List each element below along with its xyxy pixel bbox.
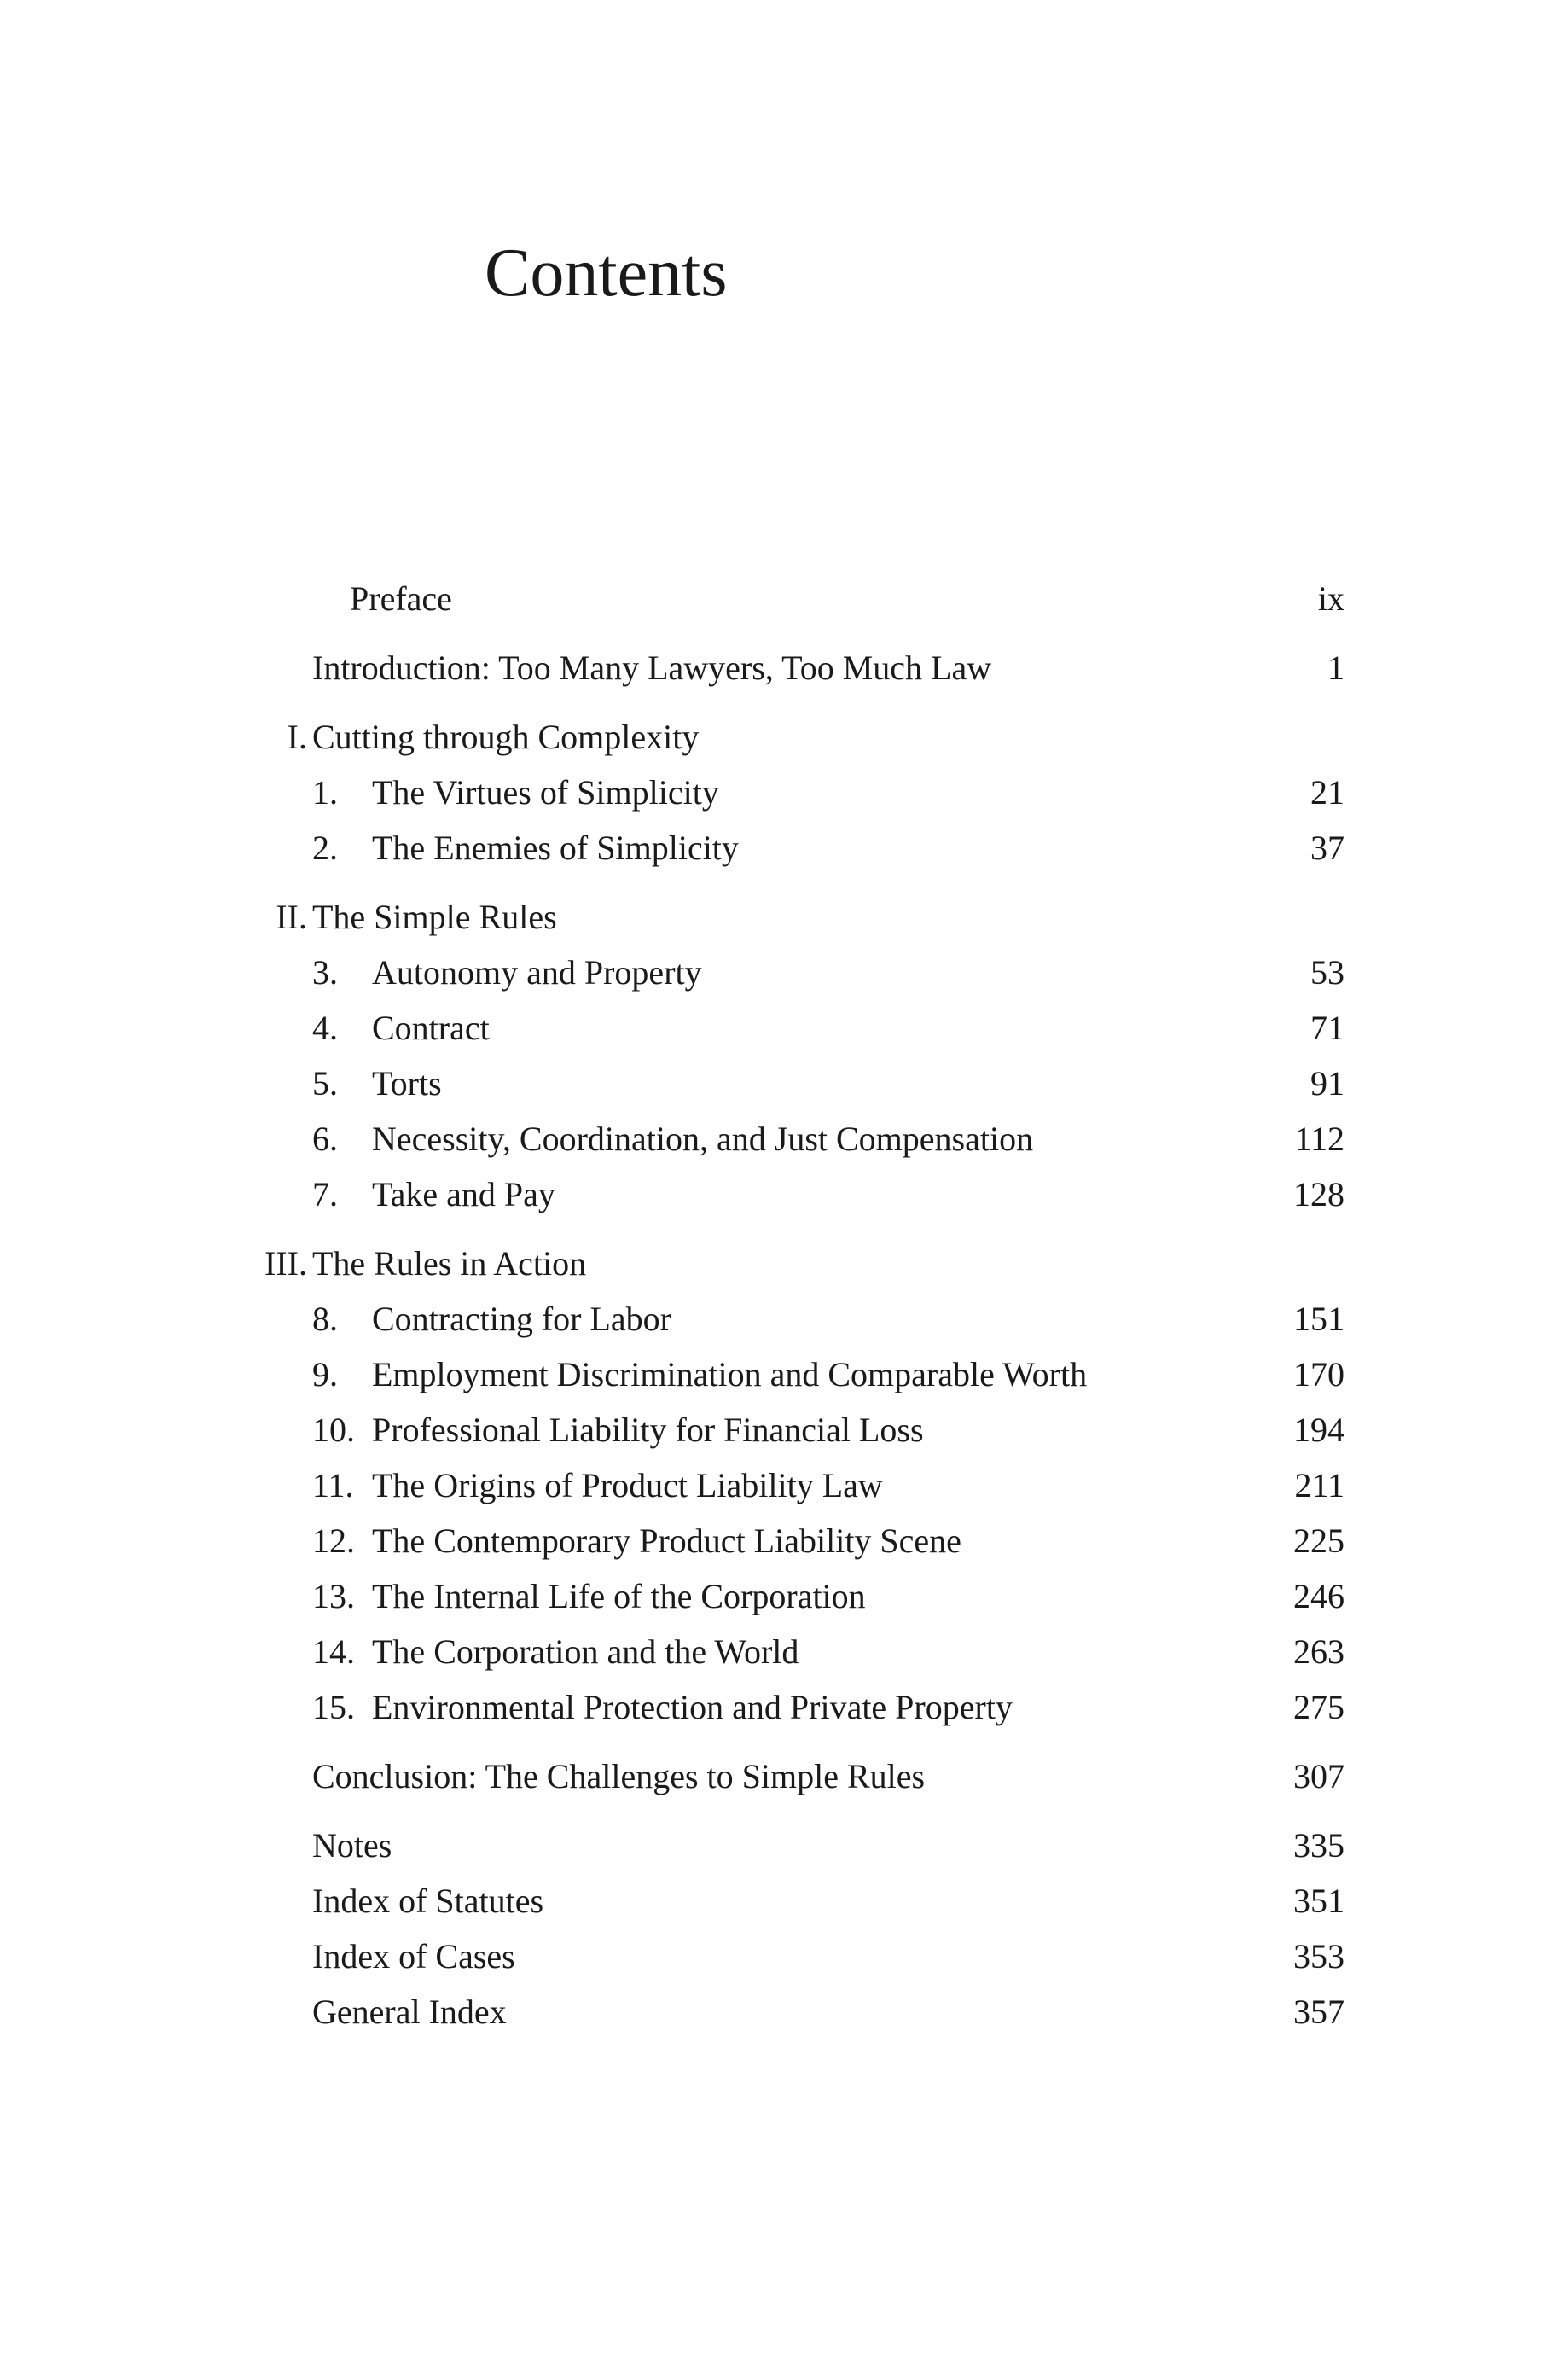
chapter-title: The Corporation and the World [372, 1632, 799, 1671]
toc-chapter-entry[interactable] [0, 1682, 1568, 1733]
toc-page-number: 1 [1327, 649, 1344, 687]
toc-page-number: 112 [1294, 1120, 1344, 1158]
toc-chapter-entry[interactable] [0, 1571, 1568, 1622]
toc-chapter-entry[interactable] [0, 1294, 1568, 1345]
toc-entry-label: General Index [312, 1993, 507, 2031]
toc-chapter-entry[interactable] [0, 1626, 1568, 1678]
toc-chapter-entry[interactable] [0, 823, 1568, 874]
chapter-title: Contract [372, 1009, 490, 1047]
toc-page-number: 351 [1293, 1882, 1344, 1920]
toc-page-number: 211 [1294, 1466, 1344, 1504]
toc-entry-conclusion[interactable] [0, 1751, 1568, 1802]
page-title: Contents [485, 236, 728, 311]
toc-chapter-entry[interactable] [0, 1405, 1568, 1456]
toc-entry-introduction[interactable] [0, 643, 1568, 694]
toc-chapter-entry[interactable] [0, 1058, 1568, 1109]
toc-page-number: 170 [1293, 1355, 1344, 1393]
chapter-number: 10. [312, 1411, 355, 1449]
chapter-number: 11. [312, 1466, 354, 1504]
toc-page-number: ix [1317, 579, 1344, 618]
toc-page-number: 71 [1310, 1009, 1344, 1047]
chapter-number: 1. [312, 773, 338, 812]
chapter-number: 14. [312, 1632, 355, 1671]
chapter-title: Autonomy and Property [372, 953, 702, 992]
chapter-title: Professional Liability for Financial Loss [372, 1411, 924, 1449]
chapter-number: 4. [312, 1009, 338, 1047]
chapter-number: 5. [312, 1064, 338, 1103]
chapter-number: 15. [312, 1688, 355, 1726]
toc-entry-label: Conclusion: The Challenges to Simple Rules [312, 1757, 926, 1795]
chapter-title: Torts [372, 1064, 442, 1103]
toc-chapter-entry[interactable] [0, 1349, 1568, 1400]
part-title: The Rules in Action [312, 1244, 587, 1283]
chapter-title: Necessity, Coordination, and Just Compensation [372, 1120, 1034, 1158]
toc-page-number: 53 [1310, 953, 1344, 992]
toc-entry-index-of-statutes[interactable] [0, 1876, 1568, 1927]
chapter-title: Contracting for Labor [372, 1300, 671, 1338]
chapter-number: 13. [312, 1577, 355, 1615]
chapter-title: The Internal Life of the Corporation [372, 1577, 866, 1615]
part-title: The Simple Rules [312, 898, 557, 936]
toc-page-number: 263 [1293, 1632, 1344, 1671]
toc-entry-label: Introduction: Too Many Lawyers, Too Much Law [312, 649, 992, 687]
part-numeral: I. [287, 718, 307, 756]
chapter-title: The Contemporary Product Liability Scene [372, 1521, 961, 1560]
toc-page-number: 91 [1310, 1064, 1344, 1103]
toc-chapter-entry[interactable] [0, 1003, 1568, 1054]
toc-page-number: 194 [1293, 1411, 1344, 1449]
chapter-title: The Virtues of Simplicity [372, 773, 719, 812]
toc-page-number: 335 [1293, 1826, 1344, 1865]
toc-page-number: 21 [1310, 773, 1344, 812]
toc-entry-label: Notes [312, 1826, 392, 1865]
toc-part-heading[interactable] [0, 1238, 1568, 1289]
toc-entry-label: Index of Statutes [312, 1882, 544, 1920]
toc-page-number: 151 [1293, 1300, 1344, 1338]
toc-page-number: 275 [1293, 1688, 1344, 1726]
chapter-number: 12. [312, 1521, 355, 1560]
toc-page-number: 357 [1293, 1993, 1344, 2031]
chapter-number: 9. [312, 1355, 338, 1393]
chapter-title: Employment Discrimination and Comparable Worth [372, 1355, 1088, 1393]
toc-chapter-entry[interactable] [0, 767, 1568, 818]
toc-chapter-entry[interactable] [0, 1460, 1568, 1511]
toc-part-heading[interactable] [0, 712, 1568, 763]
chapter-number: 7. [312, 1175, 338, 1213]
toc-chapter-entry[interactable] [0, 1114, 1568, 1165]
toc-entry-notes[interactable] [0, 1820, 1568, 1871]
chapter-title: Environmental Protection and Private Property [372, 1688, 1013, 1726]
toc-chapter-entry[interactable] [0, 1169, 1568, 1220]
chapter-number: 3. [312, 953, 338, 992]
toc-page-number: 307 [1293, 1757, 1344, 1795]
chapter-number: 2. [312, 829, 338, 867]
chapter-title: The Origins of Product Liability Law [372, 1466, 883, 1504]
toc-entry-label: Index of Cases [312, 1937, 515, 1975]
chapter-number: 6. [312, 1120, 338, 1158]
toc-page-number: 128 [1293, 1175, 1344, 1213]
chapter-title: The Enemies of Simplicity [372, 829, 739, 867]
chapter-number: 8. [312, 1300, 338, 1338]
part-numeral: II. [276, 898, 307, 936]
toc-page-number: 37 [1310, 829, 1344, 867]
toc-entry-preface[interactable] [0, 573, 1568, 625]
toc-part-heading[interactable] [0, 892, 1568, 943]
toc-entry-general-index[interactable] [0, 1987, 1568, 2038]
toc-chapter-entry[interactable] [0, 1516, 1568, 1567]
toc-chapter-entry[interactable] [0, 947, 1568, 998]
toc-page-number: 246 [1293, 1577, 1344, 1615]
toc-entry-label: Preface [350, 579, 452, 618]
toc-page-number: 225 [1293, 1521, 1344, 1560]
toc-entry-index-of-cases[interactable] [0, 1931, 1568, 1982]
toc-page-number: 353 [1293, 1937, 1344, 1975]
part-numeral: III. [264, 1244, 307, 1283]
part-title: Cutting through Complexity [312, 718, 700, 756]
chapter-title: Take and Pay [372, 1175, 555, 1213]
